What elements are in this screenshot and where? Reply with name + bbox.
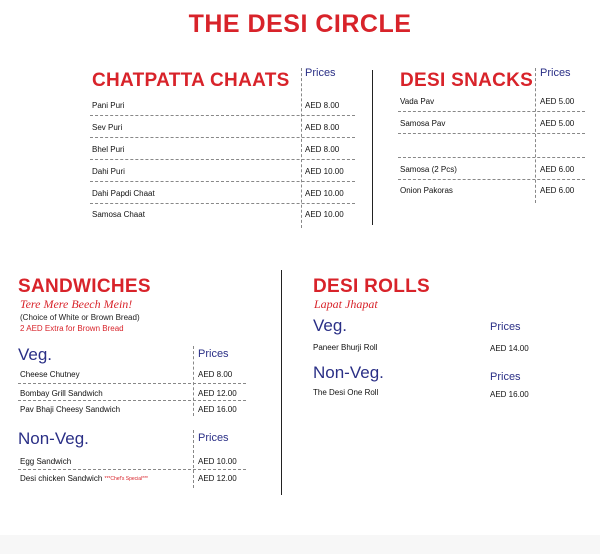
row-divider — [90, 159, 355, 160]
row-divider — [90, 137, 355, 138]
menu-item-price: AED 8.00 — [305, 101, 340, 110]
menu-item-name — [20, 474, 148, 483]
page-bottom-edge — [0, 535, 600, 554]
sandwiches-nonveg-label: Non-Veg. — [18, 429, 89, 448]
sandwiches-veg-prices-label: Prices — [198, 348, 229, 360]
snacks-prices-label: Prices — [540, 67, 571, 79]
sandwiches-veg-price-divider — [193, 346, 194, 416]
sandwiches-heading: SANDWICHES — [18, 276, 151, 297]
menu-item-name: Cheese Chutney — [20, 370, 80, 379]
menu-item-name: Onion Pakoras — [400, 186, 453, 195]
row-divider — [18, 400, 246, 401]
chatpatta-price-divider — [301, 68, 302, 228]
menu-item-price: AED 5.00 — [540, 119, 575, 128]
menu-item-price: AED 14.00 — [490, 344, 529, 353]
page-title: THE DESI CIRCLE — [188, 10, 412, 38]
snacks-heading: DESI SNACKS — [400, 70, 534, 91]
menu-item-price: AED 12.00 — [198, 389, 237, 398]
menu-item-price: AED 10.00 — [198, 457, 237, 466]
menu-item-name: Pani Puri — [92, 101, 125, 110]
row-divider — [398, 157, 585, 158]
menu-item-name: Bombay Grill Sandwich — [20, 389, 103, 398]
row-divider — [18, 383, 246, 384]
menu-item-price: AED 10.00 — [305, 210, 344, 219]
menu-item-price: AED 12.00 — [198, 474, 237, 483]
chatpatta-prices-label: Prices — [305, 67, 336, 79]
menu-item-name: Samosa Chaat — [92, 210, 145, 219]
column-separator-lower — [281, 270, 282, 495]
row-divider — [90, 115, 355, 116]
chefs-special-tag: ***Chef's Special*** — [104, 475, 148, 482]
row-divider — [90, 181, 355, 182]
menu-item-name: Dahi Papdi Chaat — [92, 189, 155, 198]
rolls-veg-label: Veg. — [313, 316, 348, 335]
menu-item-price: AED 6.00 — [540, 186, 575, 195]
menu-item-price: AED 10.00 — [305, 189, 344, 198]
sandwiches-tagline: Tere Mere Beech Mein! — [20, 297, 133, 311]
menu-item-name: Samosa Pav — [400, 119, 446, 128]
menu-item-price: AED 8.00 — [305, 145, 340, 154]
sandwiches-brown-bread-note: 2 AED Extra for Brown Bread — [20, 324, 124, 333]
menu-item-price: AED 16.00 — [490, 390, 529, 399]
menu-item-name: Pav Bhaji Cheesy Sandwich — [20, 405, 121, 414]
menu-item-name-text: Desi chicken Sandwich — [20, 474, 103, 483]
sandwiches-nonveg-prices-label: Prices — [198, 432, 229, 444]
chatpatta-heading: CHATPATTA CHAATS — [92, 70, 290, 91]
menu-item-price: AED 8.00 — [198, 370, 233, 379]
column-separator — [372, 70, 373, 225]
menu-item-name: Vada Pav — [400, 97, 435, 106]
menu-item-name: Sev Puri — [92, 123, 123, 132]
sandwiches-veg-label: Veg. — [18, 345, 53, 364]
menu-item-name: The Desi One Roll — [313, 388, 379, 397]
menu-item-price: AED 8.00 — [305, 123, 340, 132]
row-divider — [398, 133, 585, 134]
row-divider — [90, 203, 355, 204]
menu-item-price: AED 6.00 — [540, 165, 575, 174]
menu-item-name: Egg Sandwich — [20, 457, 72, 466]
menu-item-price: AED 16.00 — [198, 405, 237, 414]
menu-item-name: Paneer Bhurji Roll — [313, 343, 378, 352]
rolls-heading: DESI ROLLS — [313, 276, 431, 297]
row-divider — [398, 179, 585, 180]
rolls-nonveg-label: Non-Veg. — [313, 363, 384, 382]
row-divider — [398, 111, 585, 112]
menu-item-name: Dahi Puri — [92, 167, 125, 176]
menu-item-name: Samosa (2 Pcs) — [400, 165, 457, 174]
menu-item-price: AED 10.00 — [305, 167, 344, 176]
sandwiches-bread-note: (Choice of White or Brown Bread) — [20, 313, 140, 322]
row-divider — [18, 469, 246, 470]
menu-item-name: Bhel Puri — [92, 145, 125, 154]
menu-item-price: AED 5.00 — [540, 97, 575, 106]
sandwiches-nonveg-price-divider — [193, 430, 194, 488]
rolls-nonveg-prices-label: Prices — [490, 371, 521, 383]
rolls-veg-prices-label: Prices — [490, 321, 521, 333]
rolls-tagline: Lapat Jhapat — [314, 297, 378, 311]
snacks-price-divider — [535, 68, 536, 203]
